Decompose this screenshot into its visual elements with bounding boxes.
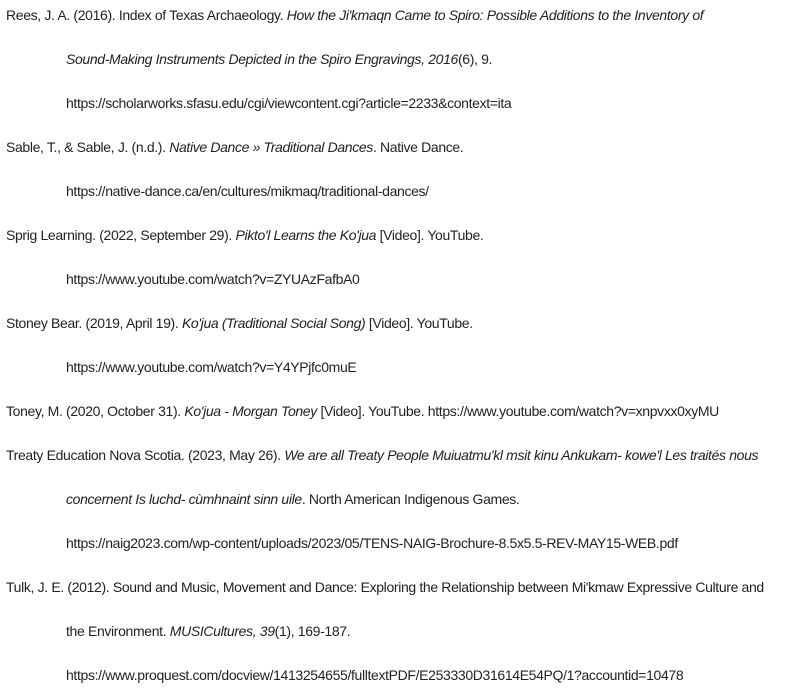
reference-tulk-line-1: Tulk, J. E. (2012). Sound and Music, Movement and Dance: Exploring the Relationship between Mi'kmaw Expressive Culture and: [6, 579, 764, 595]
reference-treaty-publisher: . North American Indigenous Games.: [301, 491, 520, 507]
reference-rees-url[interactable]: https://scholarworks.sfasu.edu/cgi/viewcontent.cgi?article=2233&context=ita: [66, 95, 512, 111]
reference-treaty-line-1: [6, 445, 758, 465]
reference-stoney-source: [Video]. YouTube.: [365, 315, 473, 331]
reference-rees-title-cont: Sound-Making Instruments Depicted in the Spiro Engravings, 2016: [66, 51, 458, 67]
reference-rees-authors: Rees, J. A. (2016). Index of Texas Archaeology.: [6, 7, 287, 23]
reference-treaty-title: We are all Treaty People Muiuatmu'kl msit kinu Ankukam- kowe'l Les traités nous: [284, 447, 759, 463]
reference-sable-url[interactable]: https://native-dance.ca/en/cultures/mikmaq/traditional-dances/: [66, 183, 429, 199]
reference-rees-line-1: [6, 5, 703, 25]
reference-stoney-authors: Stoney Bear. (2019, April 19).: [6, 315, 182, 331]
reference-sprig-line-1: [6, 225, 483, 245]
reference-sable-publisher: . Native Dance.: [372, 139, 464, 155]
reference-tulk-journal: MUSICultures, 39: [169, 623, 275, 639]
reference-tulk-url[interactable]: https://www.proquest.com/docview/1413254655/fulltextPDF/E253330D31614E54PQ/1?accountid=10478: [66, 667, 684, 683]
reference-rees-issue: (6), 9.: [457, 51, 493, 67]
reference-stoney-url[interactable]: https://www.youtube.com/watch?v=Y4YPjfc0muE: [66, 359, 357, 375]
reference-toney-source: [Video]. YouTube. https://www.youtube.com/watch?v=xnpvxx0xyMU: [316, 403, 719, 419]
reference-tulk-title-cont: the Environment.: [66, 623, 170, 639]
reference-treaty-url[interactable]: https://naig2023.com/wp-content/uploads/2023/05/TENS-NAIG-Brochure-8.5x5.5-REV-MAY15-WEB.pdf: [66, 535, 678, 551]
reference-sable-line-1: [6, 137, 463, 157]
reference-treaty-line-2: [66, 489, 519, 509]
reference-sable-authors: Sable, T., & Sable, J. (n.d.).: [6, 139, 170, 155]
reference-rees-line-2: [66, 49, 492, 69]
reference-sprig-authors: Sprig Learning. (2022, September 29).: [6, 227, 236, 243]
reference-sprig-url[interactable]: https://www.youtube.com/watch?v=ZYUAzFafbA0: [66, 271, 360, 287]
reference-tulk-line-2: [66, 621, 350, 641]
reference-stoney-title: Ko'jua (Traditional Social Song): [181, 315, 366, 331]
reference-toney-line-1: [6, 401, 719, 421]
reference-toney-authors: Toney, M. (2020, October 31).: [6, 403, 185, 419]
reference-stoney-line-1: [6, 313, 473, 333]
reference-sprig-title: Pikto'l Learns the Ko'jua: [235, 227, 377, 243]
reference-toney-title: Ko'jua - Morgan Toney: [184, 403, 317, 419]
reference-tulk-issue: (1), 169-187.: [274, 623, 351, 639]
reference-sprig-source: [Video]. YouTube.: [376, 227, 484, 243]
reference-treaty-title-cont: concernent Is luchd- cùmhnaint sinn uile: [66, 491, 302, 507]
reference-rees-title: How the Ji'kmaqn Came to Spiro: Possible Additions to the Inventory of: [286, 7, 704, 23]
reference-sable-title: Native Dance » Traditional Dances: [169, 139, 373, 155]
reference-treaty-authors: Treaty Education Nova Scotia. (2023, May 26).: [6, 447, 285, 463]
